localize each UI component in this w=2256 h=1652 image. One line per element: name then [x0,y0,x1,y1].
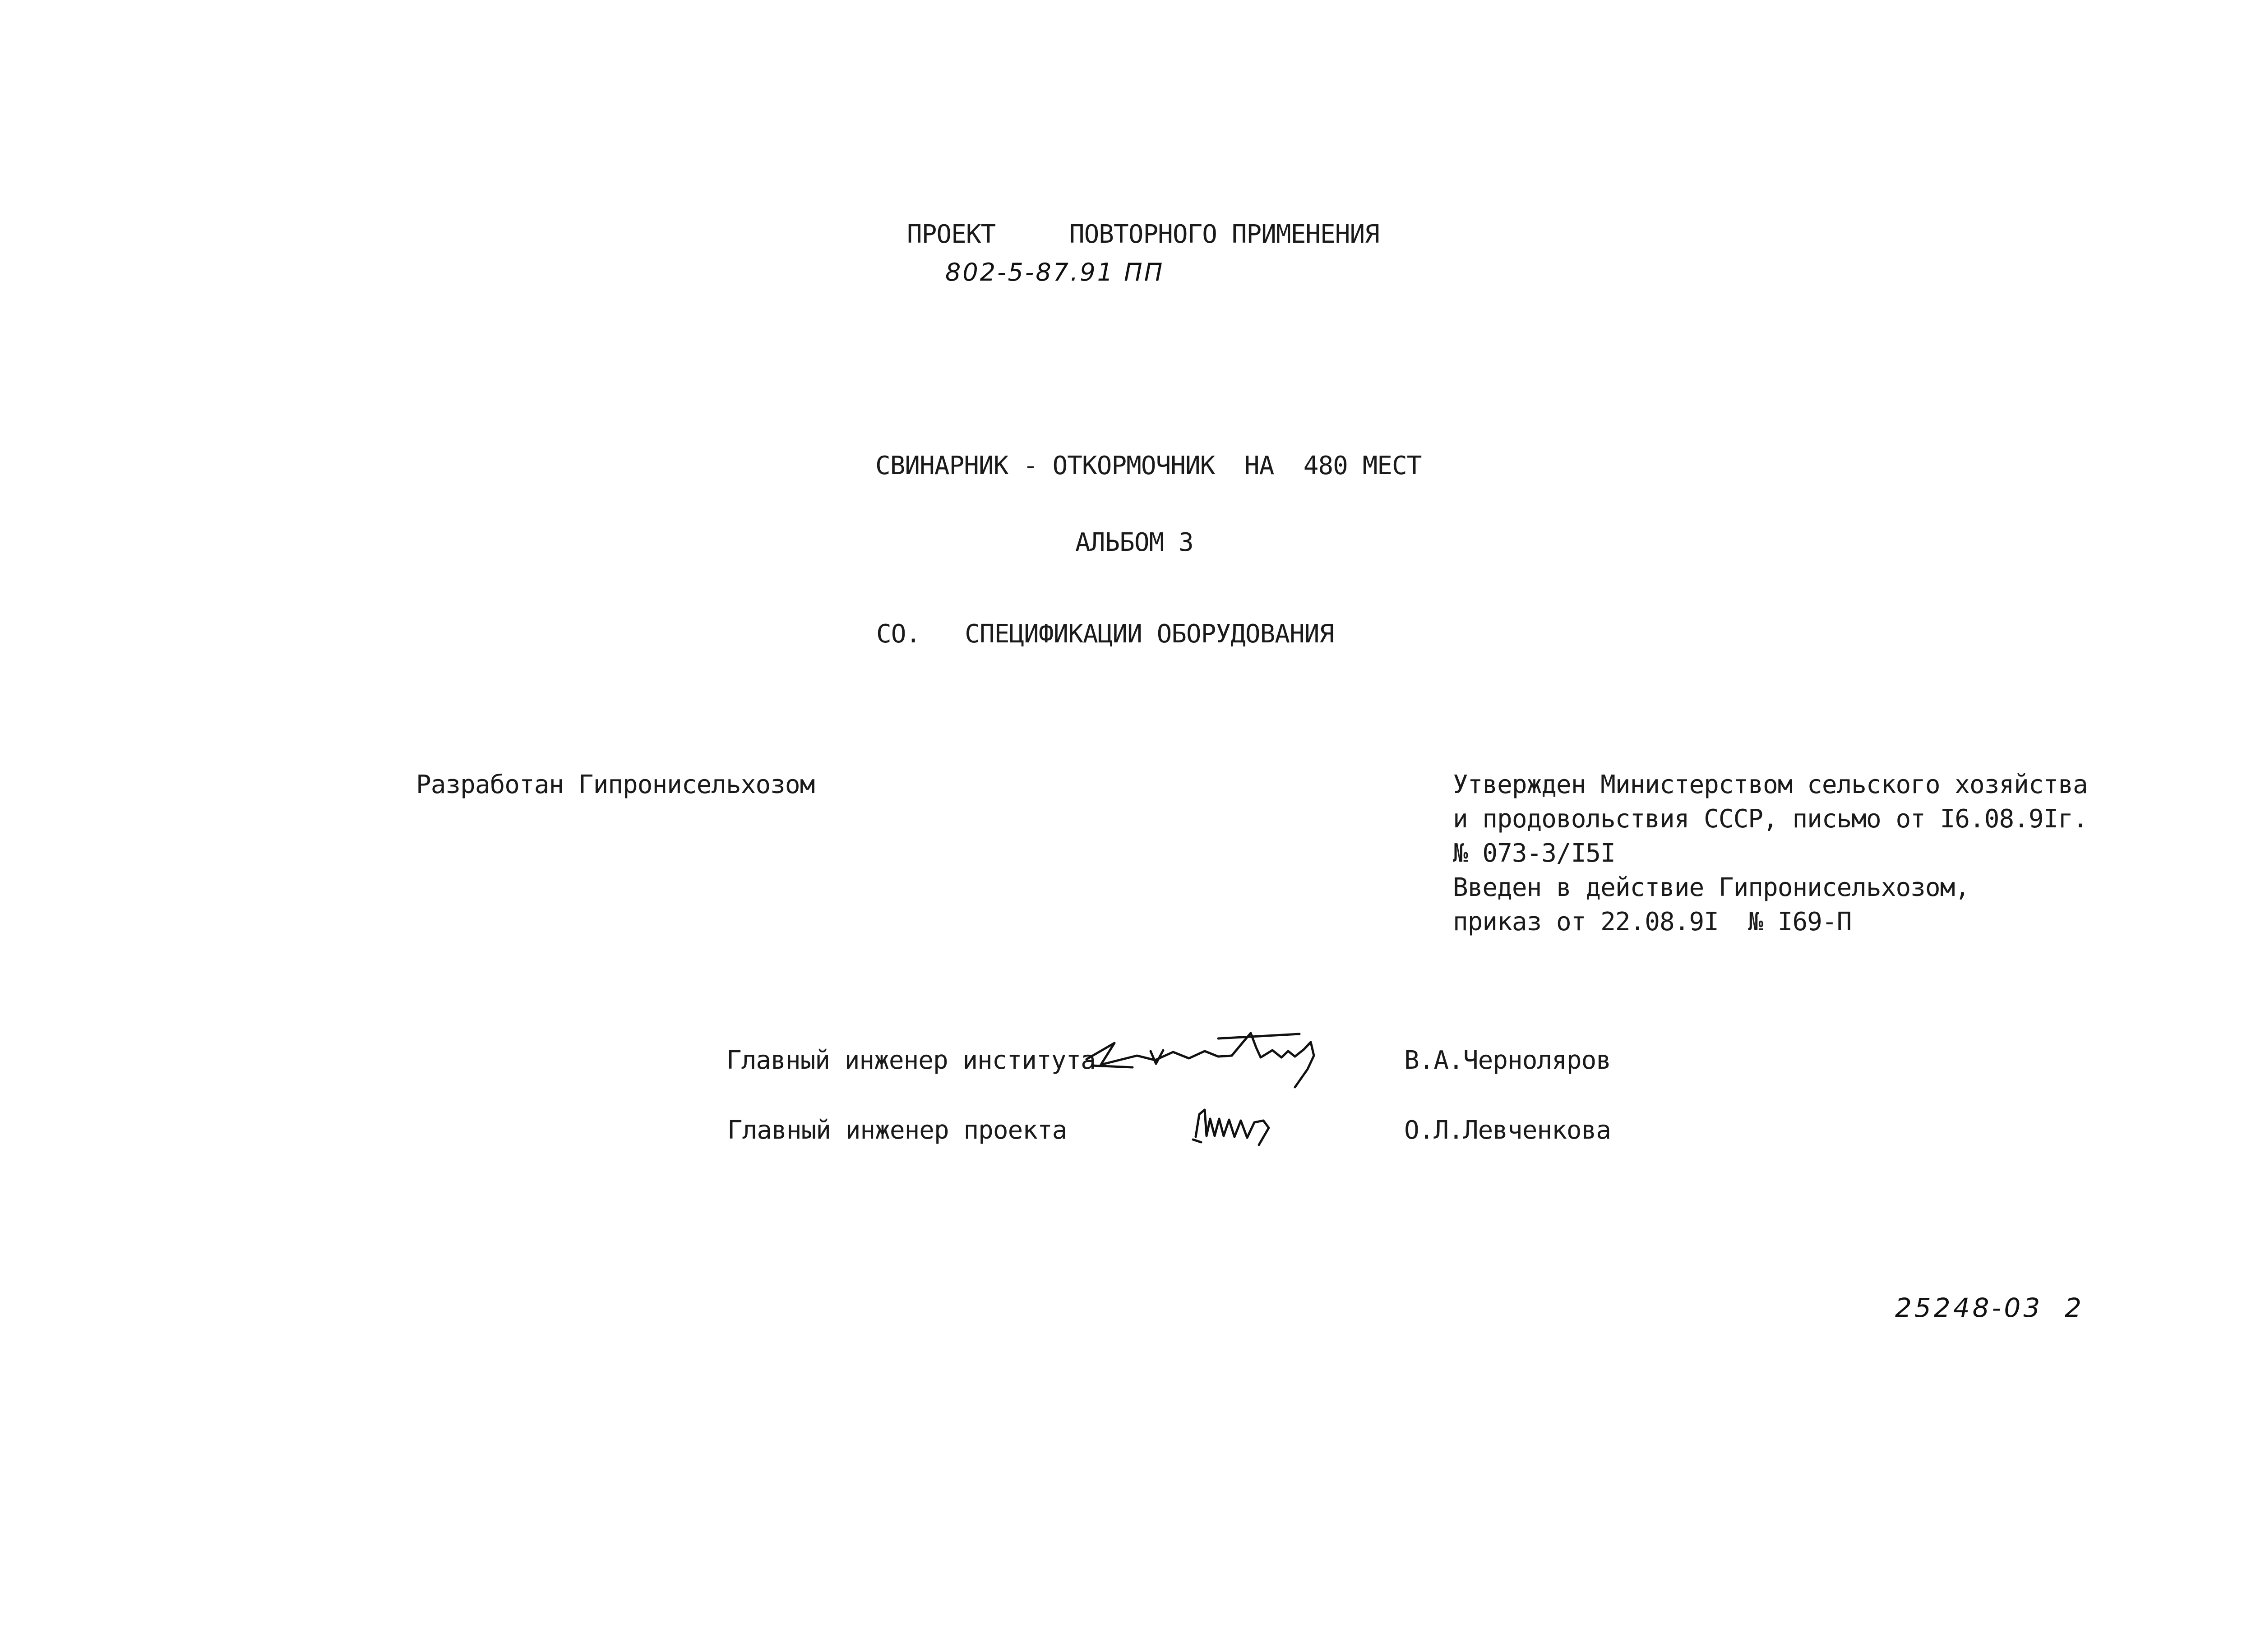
signature-name-1: В.А.Черноляров [1404,1046,1611,1075]
project-number: 802-5-87.91 ПП [945,258,1165,286]
signature-1-icon [1083,1024,1336,1092]
approval-line-1: Утвержден Министерством сельского хозяйства [1453,770,2088,799]
approval-line-3: № 073-3/I5I [1453,839,1615,868]
album-number: АЛЬБОМ 3 [1075,528,1193,557]
signature-2-icon [1191,1101,1290,1150]
approval-line-5: приказ от 22.08.9I № I69-П [1453,907,1852,937]
signature-role-1: Главный инженер института [726,1046,1096,1075]
section-title: СО. СПЕЦИФИКАЦИИ ОБОРУДОВАНИЯ [876,619,1334,649]
signature-name-2: О.Л.Левченкова [1404,1116,1611,1145]
approval-line-2: и продовольствия СССР, письмо от I6.08.9Iг. [1453,804,2088,834]
approval-line-4: Введен в действие Гипронисельхозом, [1453,873,1970,902]
document-title: СВИНАРНИК - ОТКОРМОЧНИК НА 480 МЕСТ [875,451,1422,480]
inventory-number: 25248-03 2 [1895,1292,2085,1323]
project-label: ПРОЕКТ ПОВТОРНОГО ПРИМЕНЕНИЯ [907,220,1379,249]
developer-text: Разработан Гипронисельхозом [416,770,815,799]
signature-role-2: Главный инженер проекта [727,1116,1067,1145]
